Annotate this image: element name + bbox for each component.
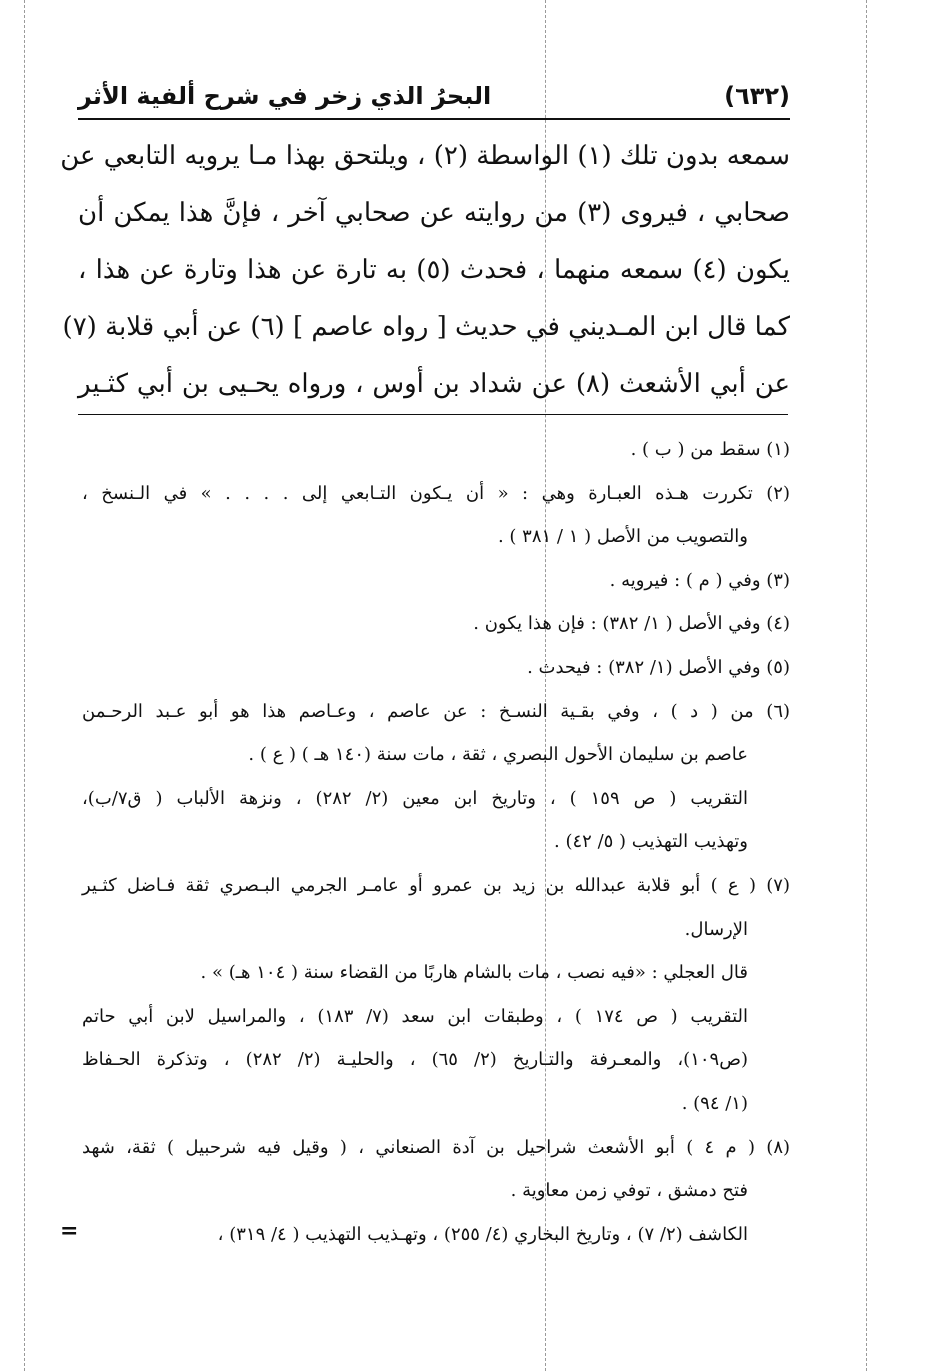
main-text-line: صحابي ، فيروى (٣) من روايته عن صحابي آخر ، فإنَّ هذا يمكن أن [78,198,791,228]
book-title: البحرُ الذي زخر في شرح ألفية الأثر [78,82,492,110]
footnote-line: التقريب ( ص ١٧٤ ) ، وطبقات ابن سعد (٧/ ١٨٣) ، والمراسيل لابن أبي حاتم [82,1005,748,1027]
main-text [60,128,791,413]
footnote-line: (٢) تكررت هـذه العبـارة وهي : « أن يـكون التـابعي إلى . . . . » في الـنسخ ، [82,482,790,504]
footnote-line: والتصويب من الأصل ( ١ / ٣٨١ ) . [497,526,748,548]
footnote-line: الكاشف (٢/ ٧) ، وتاريخ البخاري (٤/ ٢٥٥) ، وتهـذيب التهذيب ( ٤/ ٣١٩) ، [217,1223,748,1245]
footnote-line: (٦) من ( د ) ، وفي بقـية النسـخ : عن عاصم ، وعـاصم هذا هو أبو عـبد الرحـمن [82,700,791,722]
footnote-line: (٤) وفي الأصل ( ١/ ٣٨٢) : فإن هذا يكون . [473,613,790,635]
main-text-line: يكون (٤) سمعه منهما ، فحدث (٥) به تارة عن هذا وتارة عن هذا ، [78,255,790,285]
main-text-line: عن أبي الأشعث (٨) عن شداد بن أوس ، ورواه يحـيى بن أبي كثـير [78,369,790,399]
scan-fold-line-right [866,0,867,1371]
page-header [78,70,790,120]
footnote-line: (٨) ( م ٤ ) أبو الأشعث شراحيل بن آدة الصنعاني ، ( وقيل فيه شرحبيل ) ثقة، شهد [82,1136,791,1158]
footnote-line: الإرسال. [684,918,748,940]
footnote-line: (ص١٠٩)، والمعـرفة والتـاريخ (٢/ ٦٥) ، والحليـة (٢/ ٢٨٢) ، وتذكرة الحـفاظ [82,1049,748,1071]
footnote-line: (٥) وفي الأصل (١/ ٣٨٢) : فيحدث . [527,656,790,678]
footnote-line: (٧) ( ع ) أبو قلابة عبدالله بن زيد بن عمرو أو عامـر الجرمي البـصري ثقة فـاضل كثـير [82,874,790,896]
footnote-line: التقريب ( ص ١٥٩ ) ، وتاريخ ابن معين (٢/ ٢٨٢) ، ونزهة الألباب ( ق٧/ب)، [82,787,748,809]
main-text-line: كما قال ابن المـديني في حديث [ رواه عاصم ] (٦) عن أبي قلابة (٧) [62,312,790,342]
page-number: (٦٣٢) [724,82,790,110]
continuation-mark: = [60,1218,79,1244]
footnote-line: عاصم بن سليمان الأحول البصري ، ثقة ، مات سنة (١٤٠ هـ ) ( ع ) . [248,744,748,766]
footnote-line: قال العجلي : «فيه نصب ، مات بالشام هاربًا من القضاء سنة ( ١٠٤ هـ) » . [200,962,748,984]
footnote-separator [78,414,788,415]
main-text-line: سمعه بدون تلك (١) الواسطة (٢) ، ويلتحق بهذا مـا يرويه التابعي عن [60,141,790,171]
scan-fold-line-left [24,0,25,1371]
footnote-line: (٣) وفي ( م ) : فيرويه . [609,569,790,591]
footnote-line: وتهذيب التهذيب ( ٥/ ٤٢) . [554,831,748,853]
footnote-line: فتح دمشق ، توفي زمن معاوية . [510,1180,748,1202]
footnotes [82,428,790,1256]
footnote-line: (١) سقط من ( ب ) . [630,439,790,460]
footnote-line: (١/ ٩٤) . [681,1092,748,1114]
